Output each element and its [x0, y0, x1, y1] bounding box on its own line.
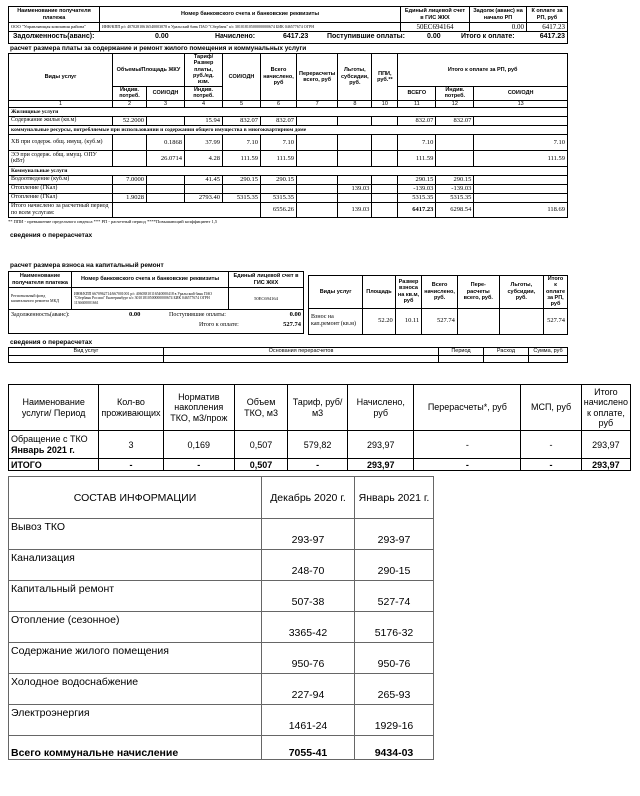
tko-table [8, 384, 631, 471]
received-label: Поступившие оплаты: [327, 33, 405, 41]
capital-debt-label: Задолженность(аванс): [11, 312, 70, 318]
composition-total-row [9, 736, 434, 760]
tko-recalc: - [414, 431, 521, 459]
bank-details: ИНН/КПП р/с 40702810616540003078 в Уральский банк ПАО "Сбербанк" к/с 30101810500000000674 БИК 046577674 ОГРН [100, 23, 401, 32]
footnote: ** ППИ - превышение предельного индекса *** РП - расчетный период ****Повышающий коэффициент 1,5 [8, 218, 218, 224]
total-label: Итого к оплате: [461, 33, 515, 41]
service-v-ind: 7.0000 [113, 175, 147, 184]
composition-total-dec: 7055-41 [262, 736, 355, 760]
service-name: ХВ при содерж. общ. имущ. (куб.м) [9, 134, 113, 150]
account-col-header: Единый лицевой счет в ГИС ЖКХ [401, 7, 470, 23]
capital-received-value: 0.00 [289, 311, 301, 318]
recalc-expense-header: Расход [484, 348, 529, 356]
service-ben: 139.03 [338, 184, 372, 193]
service-ppi [372, 116, 398, 125]
composition-col-info: СОСТАВ ИНФОРМАЦИИ [9, 477, 262, 519]
tko-total: 293,97 [581, 431, 630, 459]
utility-bill [8, 6, 568, 239]
account-number: 50ЕС694164 [401, 23, 470, 32]
tko-total-msp: - [521, 459, 581, 471]
capital-repair-section [8, 262, 568, 363]
col-total-indiv: Индив. потреб. [436, 86, 474, 100]
service-t-com [223, 184, 261, 193]
capital-payee-table [8, 271, 304, 334]
column-number: 7 [297, 100, 338, 107]
tko-total-tariff: - [288, 459, 348, 471]
composition-jan: 527-74 [355, 581, 434, 612]
service-tot-com: 111.59 [474, 150, 568, 166]
composition-name: Отопление (сезонное) [9, 612, 262, 643]
service-tot: 290.15 [398, 175, 436, 184]
service-acc: 832.07 [261, 116, 297, 125]
column-number: 8 [338, 100, 372, 107]
service-acc: 290.15 [261, 175, 297, 184]
composition-col-dec: Декабрь 2020 г. [262, 477, 355, 519]
service-row [9, 134, 568, 150]
service-row [9, 193, 568, 202]
tko-col-header: Перерасчеты*, руб [414, 385, 521, 431]
service-ppi [372, 193, 398, 202]
composition-header-row [9, 477, 434, 519]
recalc-basis-header: Основания перерасчетов [164, 348, 439, 356]
capital-recalc-header: Пере-расчеты всего, руб. [457, 276, 499, 309]
service-ben [338, 116, 372, 125]
service-t-ind: 15.94 [185, 116, 223, 125]
service-ben [338, 175, 372, 184]
tko-col-header: Тариф, руб/м3 [288, 385, 348, 431]
column-number: 4 [185, 100, 223, 107]
tko-volume: 0,507 [235, 431, 288, 459]
service-rec [297, 175, 338, 184]
composition-row [9, 705, 434, 736]
received-value: 0.00 [427, 33, 441, 41]
tko-msp: - [521, 431, 581, 459]
section-title: Жилищные услуги [9, 107, 568, 116]
capital-bank: ИНН/КПП 6670962714/667001001 р/с 40603810116540000418 в Уральский банк ПАО "Сбербанк России" Екатеринбург к/с 30101810500000000674 БИК 046577674 ОГРН 1136600001661 [72, 288, 229, 310]
service-t-com: 111.59 [223, 150, 261, 166]
service-name: Отопление (ГКал) [9, 184, 113, 193]
service-tot-com [474, 116, 568, 125]
bank-col-header: Номер банковского счета и банковские реквизиты [100, 7, 401, 23]
capital-payee: Региональный фонд капитального ремонта МКД [9, 288, 72, 310]
pay-rp: 6417.23 [527, 23, 568, 32]
col-tariff-indiv: Индив. потреб. [185, 86, 223, 100]
service-ben [338, 134, 372, 150]
service-t-com: 290.15 [223, 175, 261, 184]
service-tot-ind: 290.15 [436, 175, 474, 184]
tko-col-header: Итого начислено к оплате, руб [581, 385, 630, 431]
service-rec [297, 184, 338, 193]
composition-jan: 5176-32 [355, 612, 434, 643]
recalc-service-header: Вид услуг [9, 348, 164, 356]
composition-dec: 248-70 [262, 550, 355, 581]
composition-jan: 293-97 [355, 519, 434, 550]
payee-table [8, 6, 568, 32]
tko-row [9, 431, 631, 459]
composition-dec: 227-94 [262, 674, 355, 705]
capital-total-value: 527.74 [283, 321, 301, 328]
col-total-all: ВСЕГО [398, 86, 436, 100]
tko-total-recalc: - [414, 459, 521, 471]
composition-row [9, 519, 434, 550]
capital-svc-name: Взнос на кап.ремонт (кв.м) [309, 308, 363, 334]
service-v-ind: 52.2000 [113, 116, 147, 125]
service-v-ind [113, 134, 147, 150]
col-volume: Объемы/Площадь ЖКУ [113, 54, 185, 87]
service-row [9, 184, 568, 193]
col-service: Виды услуг [9, 54, 113, 101]
service-tot: 832.07 [398, 116, 436, 125]
capital-account: 50ЕС694164 [229, 288, 304, 310]
capital-payee-header: Наименование получателя платежа [9, 272, 72, 288]
composition-name: Холодное водоснабжение [9, 674, 262, 705]
capital-received-label: Поступившие оплаты: [169, 312, 226, 318]
composition-row [9, 550, 434, 581]
capital-debt-value: 0.00 [129, 311, 141, 318]
capital-total-label: Итого к оплате: [199, 322, 239, 328]
capital-benefits-header: Льготы, субсидии, руб. [499, 276, 543, 309]
service-tot-com [474, 184, 568, 193]
col-tariff-common: СОИ/ОДН [223, 54, 261, 101]
service-ben [338, 150, 372, 166]
service-v-com: 26.0714 [147, 150, 185, 166]
capital-service-table [308, 275, 568, 335]
bill-total-indiv: 6298.54 [436, 202, 474, 217]
composition-row [9, 674, 434, 705]
debt-col-header: Задолж (аванс) на начало РП [470, 7, 527, 23]
capital-total: 527.74 [544, 308, 568, 334]
charged-label: Начислено: [215, 33, 256, 41]
capital-benefits [499, 308, 543, 334]
column-number: 3 [147, 100, 185, 107]
bill-total-spacer [113, 202, 261, 217]
tko-header-row [9, 385, 631, 431]
column-number: 10 [372, 100, 398, 107]
debt-value: 0.00 [155, 33, 169, 41]
col-total-group: Итого к оплате за РП, руб [398, 54, 568, 87]
bill-total-recalc [297, 202, 338, 217]
service-t-ind: 41.45 [185, 175, 223, 184]
tko-col-header: Норматив накопления ТКО, м3/прож [163, 385, 234, 431]
service-ppi [372, 184, 398, 193]
service-tot-com [474, 175, 568, 184]
section-header-row [9, 166, 568, 175]
service-tot: 7.10 [398, 134, 436, 150]
service-ppi [372, 175, 398, 184]
col-benefits: Льготы, субсидии, руб. [338, 54, 372, 101]
service-tot-ind [436, 150, 474, 166]
bill-total-accrued: 6556.26 [261, 202, 297, 217]
column-number: 6 [261, 100, 297, 107]
tko-norm: 0,169 [163, 431, 234, 459]
capital-title: расчет размера взноса на капитальный ремонт [10, 262, 164, 269]
tko-total-norm: - [163, 459, 234, 471]
composition-row [9, 643, 434, 674]
tko-period: Январь 2021 г. [11, 444, 75, 455]
capital-rate: 10.11 [395, 308, 422, 334]
service-v-com [147, 184, 185, 193]
payee-name: ООО "Управляющая компания района" [9, 23, 100, 32]
service-t-ind [185, 184, 223, 193]
composition-row [9, 612, 434, 643]
service-name: ЭЭ при содерж. общ. имущ. ОПУ (кВт) [9, 150, 113, 166]
composition-jan: 265-93 [355, 674, 434, 705]
col-accrued: Всего начислено, руб [261, 54, 297, 101]
service-v-ind [113, 150, 147, 166]
service-tot-ind: 832.07 [436, 116, 474, 125]
composition-dec: 950-76 [262, 643, 355, 674]
composition-total-jan: 9434-03 [355, 736, 434, 760]
bill-total-common: 118.69 [474, 202, 568, 217]
composition-dec: 3365-42 [262, 612, 355, 643]
composition-row [9, 581, 434, 612]
section-title: коммунальные ресурсы, потребляемые при использовании и содержании общего имущества в многоквартирном доме [9, 125, 568, 134]
column-number: 5 [223, 100, 261, 107]
tko-total-volume: 0,507 [235, 459, 288, 471]
column-number: 13 [474, 100, 568, 107]
composition-dec: 507-38 [262, 581, 355, 612]
tko-total-people: - [99, 459, 163, 471]
capital-account-header: Единый лицевой счет в ГИС ЖКХ [229, 272, 304, 288]
column-number: 12 [436, 100, 474, 107]
service-row [9, 175, 568, 184]
column-number: 11 [398, 100, 436, 107]
tko-service: Обращение с ТКО [11, 434, 88, 445]
composition-dec: 1461-24 [262, 705, 355, 736]
service-tot-com [474, 193, 568, 202]
composition-jan: 950-76 [355, 643, 434, 674]
service-tot-ind: 5315.35 [436, 193, 474, 202]
service-name: Отопление (ГКал) [9, 193, 113, 202]
composition-jan: 1929-16 [355, 705, 434, 736]
payee-col-header: Наименование получателя платежа [9, 7, 100, 23]
service-rec [297, 150, 338, 166]
service-name: Содержание жилья (кв.м) [9, 116, 113, 125]
service-t-ind: 37.99 [185, 134, 223, 150]
service-rec [297, 193, 338, 202]
debt-start: 0.00 [470, 23, 527, 32]
service-v-com: 0.1868 [147, 134, 185, 150]
col-recalc: Перерасчеты всего, руб [297, 54, 338, 101]
service-v-com [147, 116, 185, 125]
service-ppi [372, 150, 398, 166]
composition-col-jan: Январь 2021 г. [355, 477, 434, 519]
tko-accrued: 293,97 [348, 431, 414, 459]
composition-name: Вывоз ТКО [9, 519, 262, 550]
pay-col-header: К оплате за РП, руб [527, 7, 568, 23]
recalc-info-title: сведения о перерасчетах [10, 231, 93, 239]
debt-label: Задолженность(аванс): [13, 33, 95, 41]
service-v-com [147, 175, 185, 184]
col-indiv: Индив. потреб. [113, 86, 147, 100]
tko-col-header: МСП, руб [521, 385, 581, 431]
service-v-ind: 1.9028 [113, 193, 147, 202]
capital-recalc [457, 308, 499, 334]
capital-area: 52.20 [363, 308, 396, 334]
tko-col-header: Кол-во проживающих [99, 385, 163, 431]
composition-dec: 293-97 [262, 519, 355, 550]
col-total-common: СОИ/ОДН [474, 86, 568, 100]
tko-total-name: ИТОГО [9, 459, 99, 471]
section-header-row [9, 125, 568, 134]
service-tot: 5315.35 [398, 193, 436, 202]
column-number: 2 [113, 100, 147, 107]
service-tot: 111.59 [398, 150, 436, 166]
capital-bank-header: Номер банковского счета и банковские реквизиты [72, 272, 229, 288]
charged-value: 6417.23 [283, 33, 309, 41]
composition-name: Капитальный ремонт [9, 581, 262, 612]
bill-total-ppi [372, 202, 398, 217]
capital-svc-header: Виды услуг [309, 276, 363, 309]
service-ben [338, 193, 372, 202]
service-tot-ind: -139.03 [436, 184, 474, 193]
service-v-ind [113, 184, 147, 193]
service-v-com [147, 193, 185, 202]
column-number: 1 [9, 100, 113, 107]
composition-total-name: Всего коммунальне начисление [9, 736, 262, 760]
tko-total-row [9, 459, 631, 471]
bill-summary [8, 32, 568, 44]
service-tot: -139.03 [398, 184, 436, 193]
composition-name: Канализация [9, 550, 262, 581]
service-acc: 5315.35 [261, 193, 297, 202]
service-tot-ind [436, 134, 474, 150]
tko-col-header: Объем ТКО, м3 [235, 385, 288, 431]
bill-total-all: 6417.23 [398, 202, 436, 217]
service-ppi [372, 134, 398, 150]
tko-people: 3 [99, 431, 163, 459]
col-tariff: Тариф/ Размер платы, руб./ед. изм. [185, 54, 223, 87]
column-numbers [9, 100, 568, 107]
tko-tariff: 579,82 [288, 431, 348, 459]
service-t-com: 5315.35 [223, 193, 261, 202]
service-rec [297, 134, 338, 150]
composition-name: Электроэнергия [9, 705, 262, 736]
recalc-title: сведения о перерасчетах [10, 339, 93, 346]
service-acc: 7.10 [261, 134, 297, 150]
service-row [9, 116, 568, 125]
capital-rate-header: Размер взноса на кв.м, руб [395, 276, 422, 309]
recalc-table [8, 347, 568, 363]
capital-area-header: Площадь [363, 276, 396, 309]
composition-table [8, 476, 434, 760]
capital-accrued-header: Всего начислено, руб. [422, 276, 458, 309]
tko-total-accrued: 293,97 [348, 459, 414, 471]
calc-title: расчет размера платы за содержание и ремонт жилого помещения и коммунальных услуги [10, 45, 307, 53]
bill-total-row [9, 202, 568, 217]
composition-jan: 290-15 [355, 550, 434, 581]
service-row [9, 150, 568, 166]
col-common: СОИ/ОДН [147, 86, 185, 100]
service-acc [261, 184, 297, 193]
section-title: Коммунальные услуги [9, 166, 568, 175]
capital-accrued: 527.74 [422, 308, 458, 334]
service-t-ind: 4.28 [185, 150, 223, 166]
service-tot-com: 7.10 [474, 134, 568, 150]
service-name: Водоотведение (куб.м) [9, 175, 113, 184]
tko-col-header: Наименование услуги/ Период [9, 385, 99, 431]
service-t-com: 832.07 [223, 116, 261, 125]
service-acc: 111.59 [261, 150, 297, 166]
service-rec [297, 116, 338, 125]
tko-total-total: 293,97 [581, 459, 630, 471]
service-t-ind: 2793.40 [185, 193, 223, 202]
calc-table [8, 53, 568, 218]
total-value: 6417.23 [539, 33, 565, 41]
recalc-period-header: Период [439, 348, 484, 356]
capital-total-header: Итого к оплате за РП, руб [544, 276, 568, 309]
tko-col-header: Начислено, руб [348, 385, 414, 431]
bill-total-name: Итого начислено за расчетный период по всем услугам: [9, 202, 113, 217]
service-t-com: 7.10 [223, 134, 261, 150]
col-ppi: ППИ, руб.** [372, 54, 398, 101]
section-header-row [9, 107, 568, 116]
recalc-sum-header: Сумма, руб [529, 348, 568, 356]
composition-name: Содержание жилого помещения [9, 643, 262, 674]
bill-total-benefits: 139.03 [338, 202, 372, 217]
